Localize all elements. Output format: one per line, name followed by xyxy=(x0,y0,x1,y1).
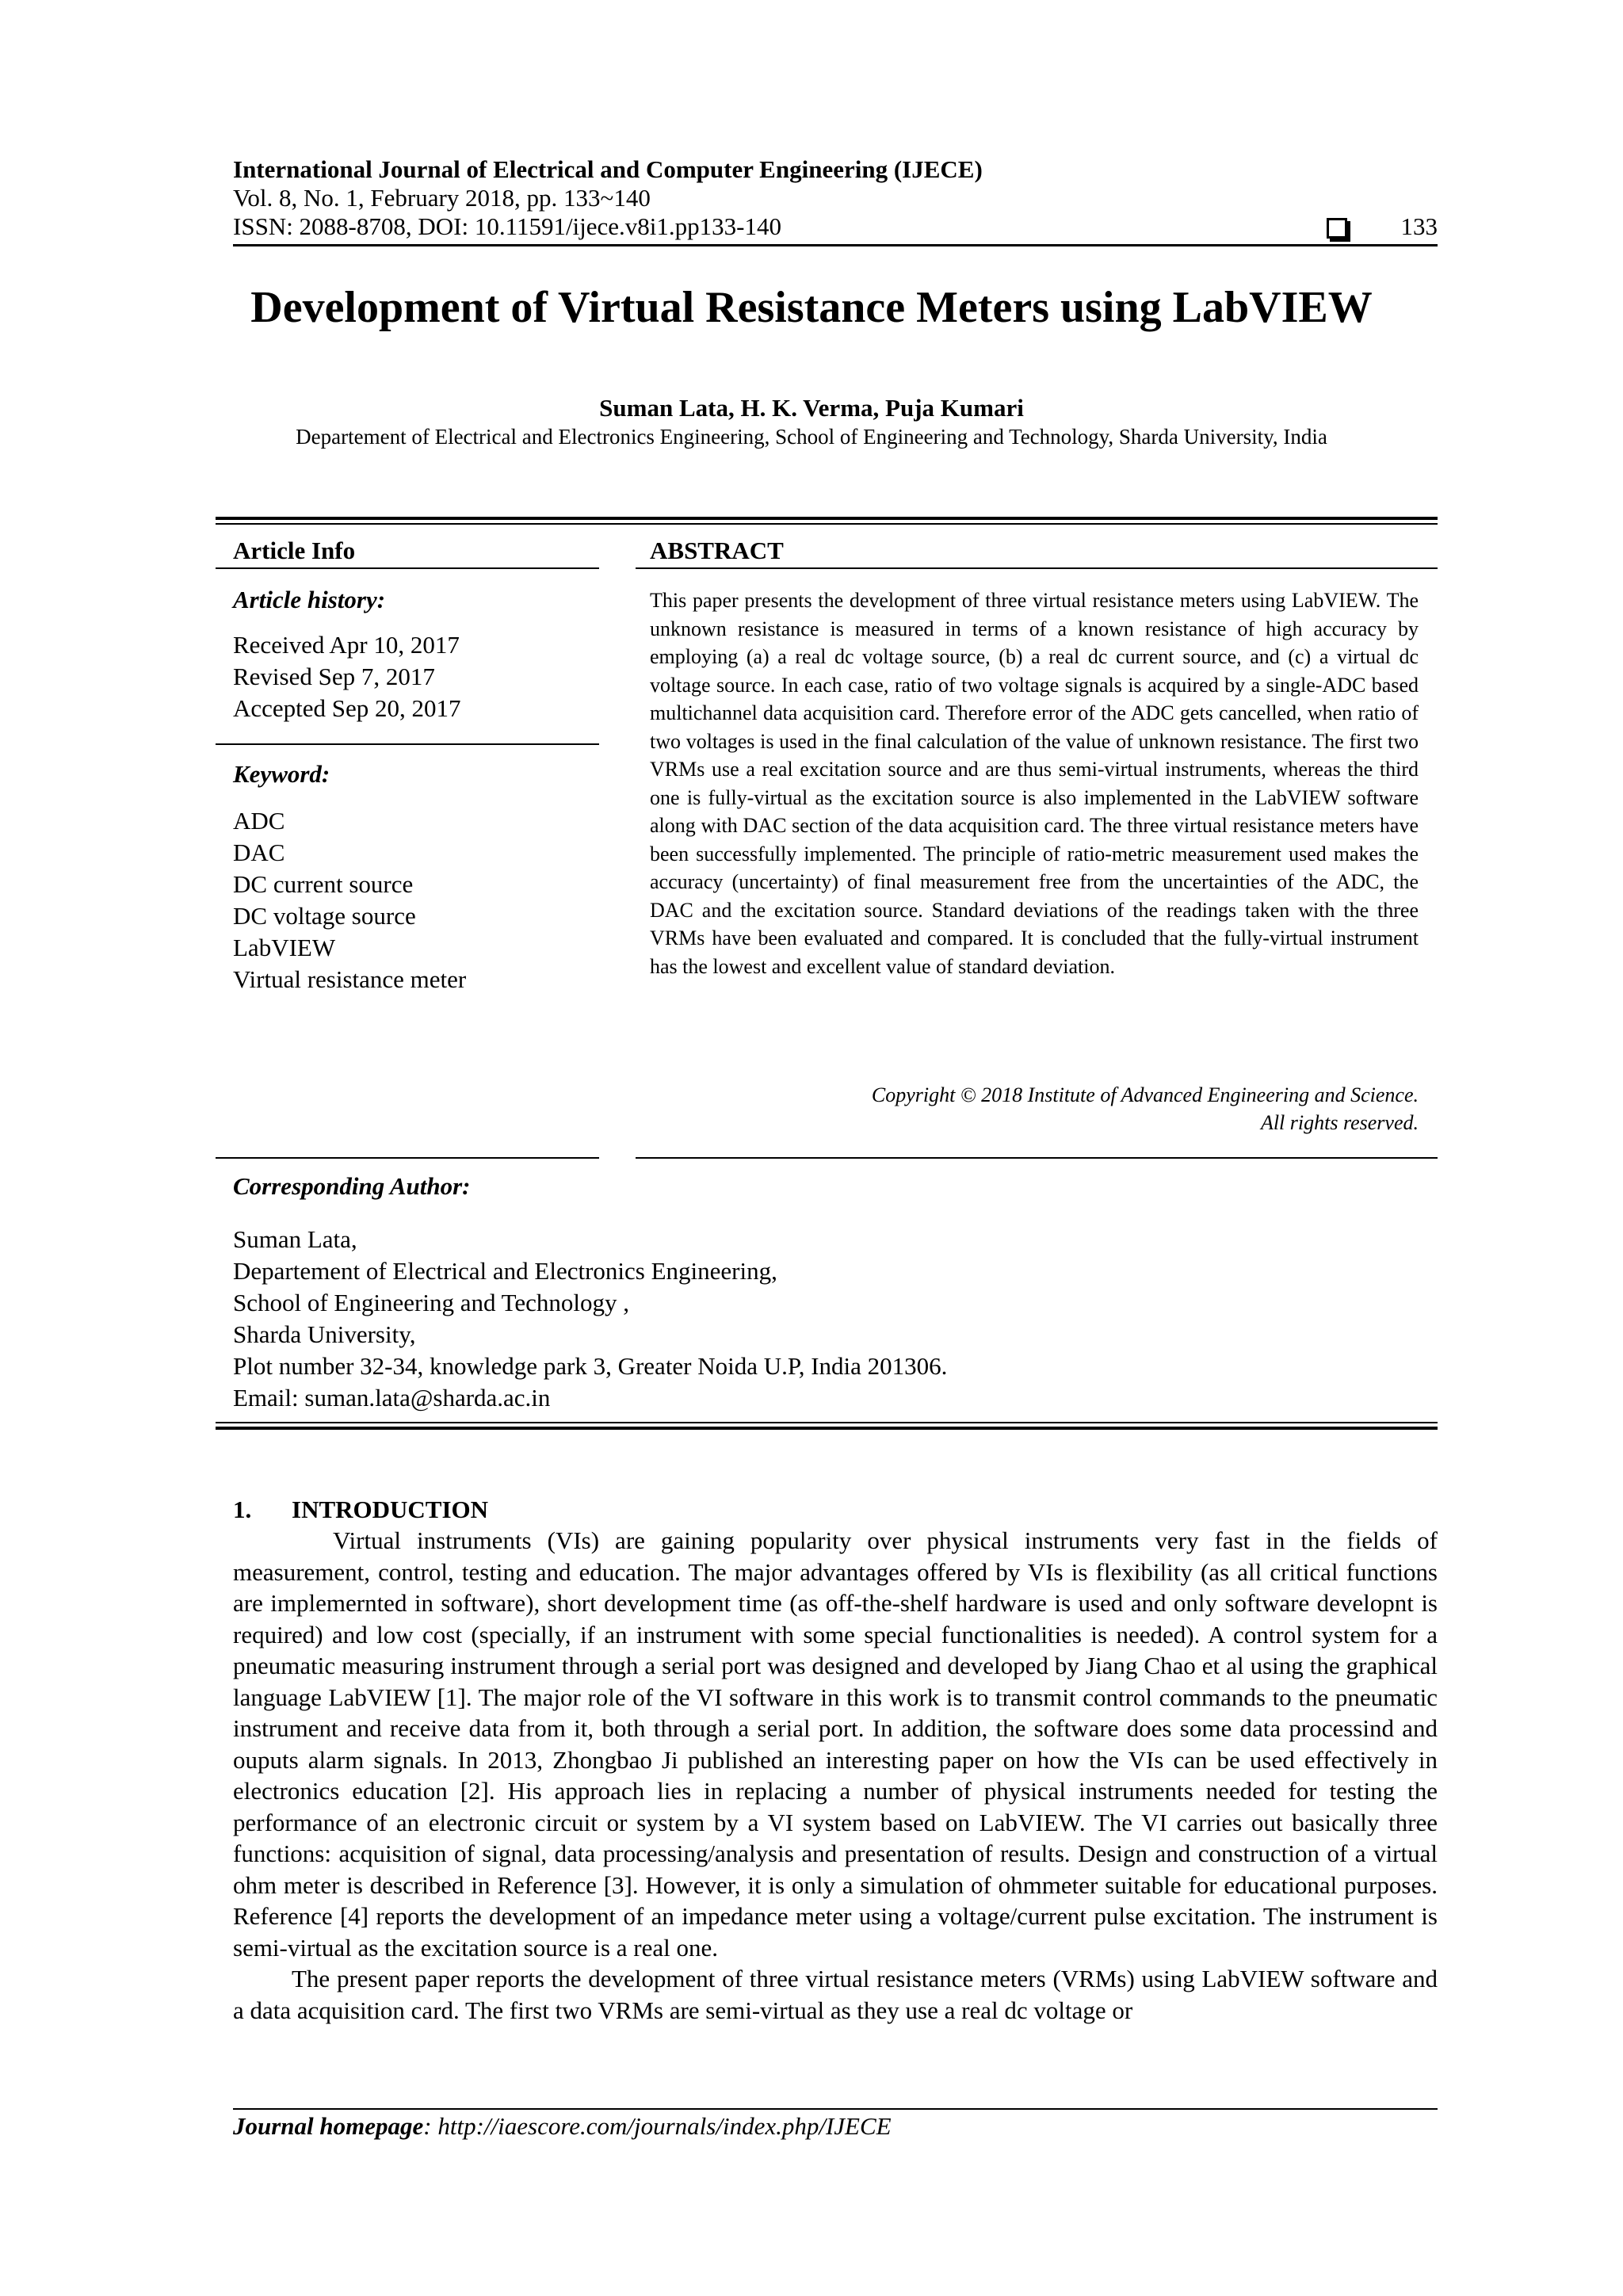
header-rule xyxy=(233,244,1438,246)
journal-volume: Vol. 8, No. 1, February 2018, pp. 133~140 xyxy=(233,184,651,212)
journal-header xyxy=(233,155,1438,241)
paper-title: Development of Virtual Resistance Meters using LabVIEW xyxy=(250,283,1373,332)
info-box-top-rule-thin xyxy=(216,523,1438,525)
abstract-text: This paper presents the development of three virtual resistance meters using LabVIEW. The unknown resistance is measured in terms of a known resistance of high accuracy by employing (a) a real dc voltage source, (b) a real dc current source, and (c) a virtual dc voltage source. In each case, ratio of two voltage signals is acquired by a single-ADC based multichannel data acquisition card. Therefore error of the ADC gets cancelled, when ratio of two voltages is used in the final calculation of the value of unknown resistance. The first two VRMs use a real excitation source and are thus semi-virtual instruments, whereas the third one is fully-virtual as the excitation source is also implemented in the LabVIEW software along with DAC section of the data acquisition card. The three virtual resistance meters have been successfully implemented. The principle of ratio-metric measurement used makes the accuracy (uncertainty) of final measurement free from the uncertainties of the ADC, the DAC and the excitation source. Standard deviations of the readings taken with the three VRMs have been evaluated and compared. It is concluded that the fully-virtual instrument has the lowest and excellent value of standard deviation. xyxy=(650,589,1419,978)
section-number: 1. xyxy=(233,1496,252,1523)
paragraph: Virtual instruments (VIs) are gaining popularity over physical instruments very fast in the fields of measurement, control, testing and education. The major advantages offered by VIs is flexibility (as all critical functions are implemernted in software), short development time (as off-the-shelf hardware is used and only software developnt is required) and low cost (specially, if an instrument with some special functionalities is needed). A control system for a pneumatic measuring instrument through a serial port was designed and developed by Jiang Chao et al using the graphical language LabVIEW [1]. The major role of the VI software in this work is to transmit control commands to the pneumatic instrument and receive data from it, both through a serial port. In addition, the software does some data processind and ouputs alarm signals. In 2013, Zhongbao Ji published an interesting paper on how the VIs can be used effectively in electronics education [2]. His approach lies in replacing a number of physical instruments needed for testing the performance of an electronic circuit or system by a VI system based on LabVIEW. The VI carries out basically three functions: acquisition of signal, data processing/analysis and presentation of results. Design and construction of a virtual ohm meter is described in Reference [3]. However, it is only a simulation of ohmmeter suitable for educational purposes. Reference [4] reports the development of an impedance meter using a voltage/current pulse excitation. The instrument is semi-virtual as the excitation source is a real one. xyxy=(233,1526,1438,1962)
journal-title: International Journal of Electrical and Computer Engineering (IJECE) xyxy=(233,155,983,183)
homepage-url[interactable]: : http://iaescore.com/journals/index.php/IJECE xyxy=(423,2112,892,2140)
page-number-group xyxy=(1327,212,1438,241)
keyword-item: DC voltage source xyxy=(233,902,416,930)
section-title: INTRODUCTION xyxy=(292,1496,489,1523)
journal-homepage xyxy=(233,2111,892,2141)
history-revised: Revised Sep 7, 2017 xyxy=(233,663,435,690)
introduction-body xyxy=(233,1525,1438,2026)
history-rule xyxy=(216,743,599,745)
journal-issn: ISSN: 2088-8708, DOI: 10.11591/ijece.v8i1.pp133-140 xyxy=(233,212,781,240)
corresponding-author-details xyxy=(233,1224,947,1414)
corresponding-line: Departement of Electrical and Electronics Engineering, xyxy=(233,1257,777,1285)
keyword-item: DC current source xyxy=(233,870,414,898)
info-box-top-rule xyxy=(216,517,1438,520)
corresponding-email: Email: suman.lata@sharda.ac.in xyxy=(233,1384,551,1412)
paper-authors: Suman Lata, H. K. Verma, Puja Kumari xyxy=(599,394,1024,422)
info-box-bottom-rule-thin xyxy=(216,1422,1438,1423)
keyword-item: ADC xyxy=(233,807,285,835)
page-number: 133 xyxy=(1400,212,1438,240)
history-received: Received Apr 10, 2017 xyxy=(233,631,460,659)
paper-affiliation: Departement of Electrical and Electronics Engineering, School of Engineering and Technology, Sharda University, India xyxy=(296,425,1327,449)
history-accepted: Accepted Sep 20, 2017 xyxy=(233,694,461,722)
keyword-item: LabVIEW xyxy=(233,934,336,961)
paragraph: The present paper reports the development of three virtual resistance meters (VRMs) using LabVIEW software and a data acquisition card. The first two VRMs are semi-virtual as they use a real dc voltage or xyxy=(233,1965,1438,2024)
corresponding-line: Sharda University, xyxy=(233,1320,416,1348)
copyright-line: Copyright © 2018 Institute of Advanced Engineering and Science. xyxy=(871,1083,1419,1106)
copyright-notice xyxy=(650,1081,1419,1137)
footer-rule xyxy=(233,2108,1438,2110)
right-bottom-rule xyxy=(636,1157,1438,1159)
homepage-label: Journal homepage xyxy=(233,2112,424,2140)
article-info-heading-block xyxy=(233,536,605,566)
corresponding-author-heading: Corresponding Author: xyxy=(233,1172,471,1200)
corresponding-line: Suman Lata, xyxy=(233,1225,357,1253)
article-history xyxy=(233,585,605,724)
left-bottom-rule xyxy=(216,1157,599,1159)
corresponding-line: School of Engineering and Technology , xyxy=(233,1289,630,1316)
keyword-heading: Keyword: xyxy=(233,760,330,788)
info-box-bottom-rule xyxy=(216,1427,1438,1430)
abstract-rule xyxy=(636,567,1438,569)
rights-line: All rights reserved. xyxy=(1260,1111,1419,1134)
keyword-item: Virtual resistance meter xyxy=(233,965,467,993)
article-info-rule xyxy=(216,567,599,569)
corresponding-line: Plot number 32-34, knowledge park 3, Greater Noida U.P, India 201306. xyxy=(233,1352,948,1380)
article-history-heading: Article history: xyxy=(233,586,386,613)
abstract-heading: ABSTRACT xyxy=(650,537,784,564)
keyword-item: DAC xyxy=(233,839,285,866)
article-info-heading: Article Info xyxy=(233,537,356,564)
checkbox-square-icon xyxy=(1327,218,1347,239)
section-heading-introduction xyxy=(233,1495,488,1525)
keywords-block xyxy=(233,759,605,995)
